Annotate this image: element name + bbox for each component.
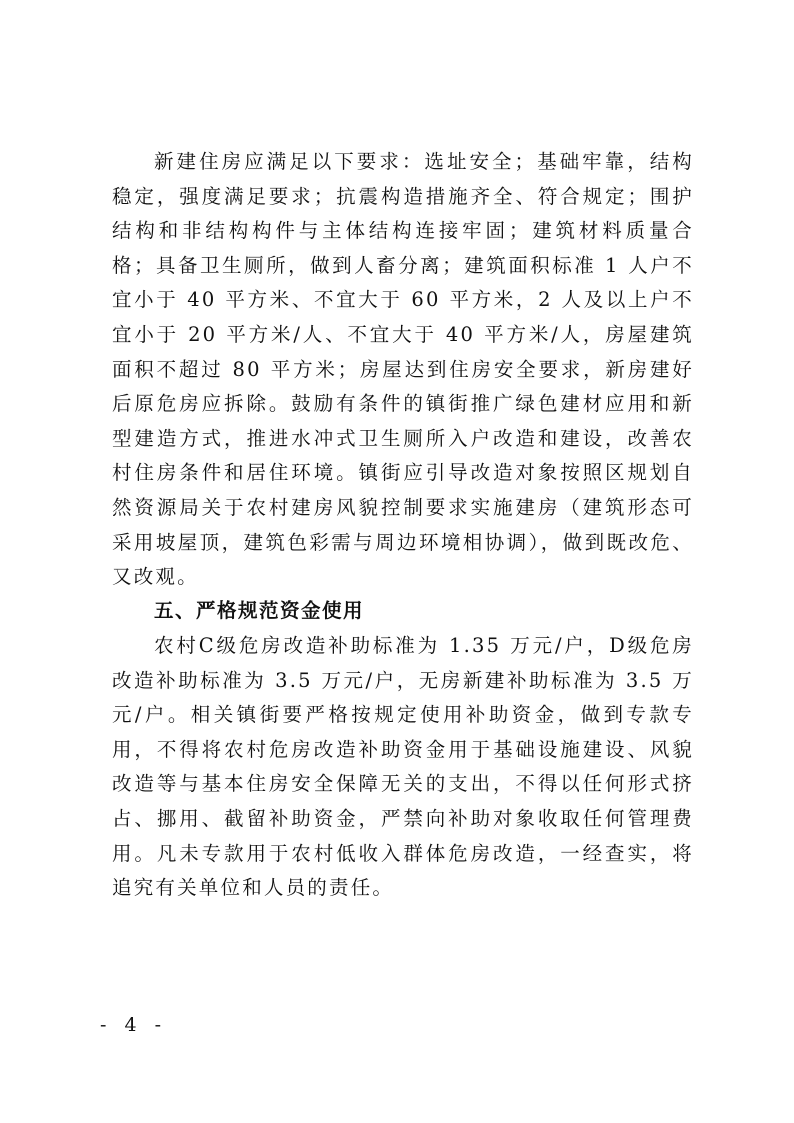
- page-number: - 4 -: [100, 1014, 168, 1036]
- body-paragraph-subsidy-standards: 农村C级危房改造补助标准为 1.35 万元/户，D级危房改造补助标准为 3.5 万元/户，无房新建补助标准为 3.5 万元/户。相关镇街要严格按规定使用补助资金，做到专款专用，不得将农村危房改造补助资金用于基础设施建设、风貌改造等与基本住房安全保障无关的支出，不得以任何形式挤占、挪用、截留补助资金，严禁向补助对象收取任何管理费用。凡未专款用于农村低收入群体危房改造，一经查实，将追究有关单位和人员的责任。: [112, 634, 694, 900]
- body-paragraph-housing-requirements: 新建住房应满足以下要求：选址安全；基础牢靠，结构稳定，强度满足要求；抗震构造措施齐全、符合规定；围护结构和非结构构件与主体结构连接牢固；建筑材料质量合格；具备卫生厕所，做到人畜分离；建筑面积标准 1 人户不宜小于 40 平方米、不宜大于 60 平方米，2 人及以上户不宜小于 20 平方米/人、不宜大于 40 平方米/人，房屋建筑面积不超过 80 平方米；房屋达到住房安全要求，新房建好后原危房应拆除。鼓励有条件的镇街推广绿色建材应用和新型建造方式，推进水冲式卫生厕所入户改造和建设，改善农村住房条件和居住环境。镇街应引导改造对象按照区规划自然资源局关于农村建房风貌控制要求实施建房（建筑形态可采用坡屋顶，建筑色彩需与周边环境相协调），做到既改危、又改观。: [112, 150, 694, 589]
- section-heading-funds-usage: 五、严格规范资金使用: [154, 599, 365, 622]
